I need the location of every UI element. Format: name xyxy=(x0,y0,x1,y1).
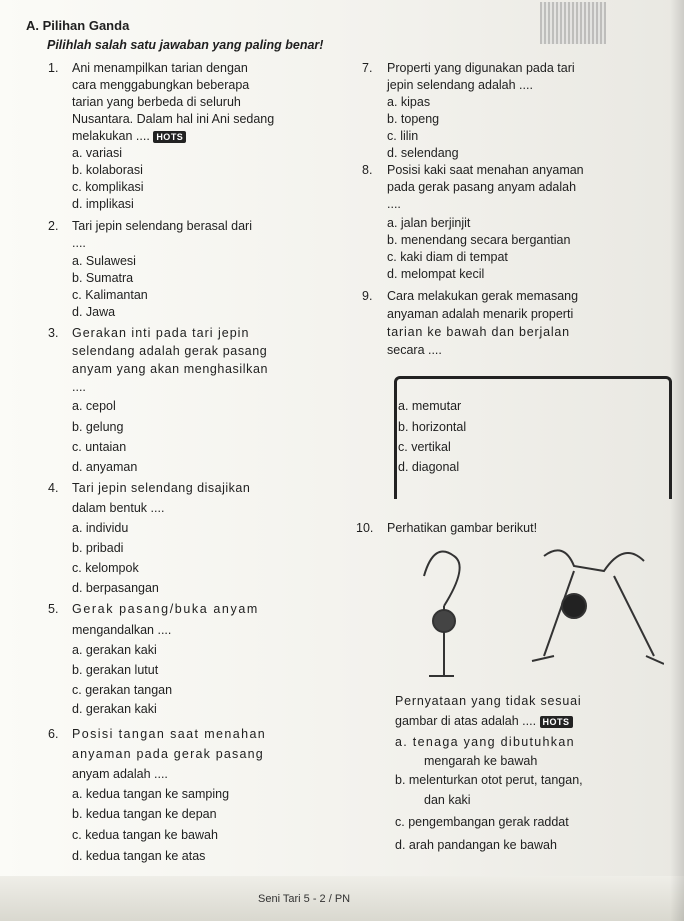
q8-option-c[interactable]: c. kaki diam di tempat xyxy=(387,250,508,264)
q9-line: tarian ke bawah dan berjalan xyxy=(387,325,570,339)
dancer-right xyxy=(532,550,664,664)
q6-option-d[interactable]: d. kedua tangan ke atas xyxy=(72,849,206,863)
section-title: A. Pilihan Ganda xyxy=(26,18,130,33)
q2-number: 2. xyxy=(48,219,59,233)
q4-option-b[interactable]: b. pribadi xyxy=(72,541,124,555)
q7-option-c[interactable]: c. lilin xyxy=(387,129,419,143)
q3-line: Gerakan inti pada tari jepin xyxy=(72,326,250,340)
q5-option-b[interactable]: b. gerakan lutut xyxy=(72,663,159,677)
q9-line: secara .... xyxy=(387,343,442,357)
q9-number: 9. xyxy=(362,289,373,303)
q6-line: anyam adalah .... xyxy=(72,767,168,781)
q9-option-a[interactable]: a. memutar xyxy=(398,399,462,413)
instruction-text: Pilihlah salah satu jawaban yang paling benar! xyxy=(47,38,324,52)
q10-option-d[interactable]: d. arah pandangan ke bawah xyxy=(395,838,557,852)
q1-line: Nusantara. Dalam hal ini Ani sedang xyxy=(72,112,275,126)
q10-number: 10. xyxy=(356,521,374,535)
q8-option-a[interactable]: a. jalan berjinjit xyxy=(387,216,471,230)
q8-line: Posisi kaki saat menahan anyaman xyxy=(387,163,584,177)
q9-option-c[interactable]: c. vertikal xyxy=(398,440,451,454)
q10-option-c[interactable]: c. pengembangan gerak raddat xyxy=(395,815,569,829)
q7-option-a[interactable]: a. kipas xyxy=(387,95,431,109)
q8-number: 8. xyxy=(362,163,373,177)
q5-line: mengandalkan .... xyxy=(72,623,172,637)
q6-option-b[interactable]: b. kedua tangan ke depan xyxy=(72,807,217,821)
q3-number: 3. xyxy=(48,326,59,340)
q1-line: Ani menampilkan tarian dengan xyxy=(72,61,248,75)
q4-line: Tari jepin selendang disajikan xyxy=(72,481,251,495)
q8-line: pada gerak pasang anyam adalah xyxy=(387,180,577,194)
hots-badge: HOTS xyxy=(153,131,186,143)
q5-line: Gerak pasang/buka anyam xyxy=(72,602,259,616)
dancer-figure xyxy=(414,536,664,686)
q6-line: Posisi tangan saat menahan xyxy=(72,727,267,741)
q2-line: .... xyxy=(72,236,86,250)
q9-line: anyaman adalah menarik properti xyxy=(387,307,574,321)
q3-line: anyam yang akan menghasilkan xyxy=(72,362,269,376)
q10-line: Perhatikan gambar berikut! xyxy=(387,521,538,535)
q5-number: 5. xyxy=(48,602,59,616)
q6-option-c[interactable]: c. kedua tangan ke bawah xyxy=(72,828,218,842)
q7-option-d[interactable]: d. selendang xyxy=(387,146,459,160)
q10-option-b[interactable]: b. melenturkan otot perut, tangan, xyxy=(395,773,583,787)
dancer-left xyxy=(424,552,460,677)
q6-number: 6. xyxy=(48,727,59,741)
q3-option-c[interactable]: c. untaian xyxy=(72,440,127,454)
q7-option-b[interactable]: b. topeng xyxy=(387,112,440,126)
q10-option-a-cont: mengarah ke bawah xyxy=(424,754,538,768)
q1-option-a[interactable]: a. variasi xyxy=(72,146,123,160)
q3-line: .... xyxy=(72,380,86,394)
q3-line: selendang adalah gerak pasang xyxy=(72,344,268,358)
q7-number: 7. xyxy=(362,61,373,75)
q8-option-b[interactable]: b. menendang secara bergantian xyxy=(387,233,571,247)
q2-option-d[interactable]: d. Jawa xyxy=(72,305,116,319)
q3-option-a[interactable]: a. cepol xyxy=(72,399,116,413)
q1-option-d[interactable]: d. implikasi xyxy=(72,197,134,211)
q9-line: Cara melakukan gerak memasang xyxy=(387,289,579,303)
footer-text: Seni Tari 5 - 2 / PN xyxy=(258,893,351,905)
decorative-frame xyxy=(394,376,672,499)
q7-line: jepin selendang adalah .... xyxy=(387,78,533,92)
q3-option-d[interactable]: d. anyaman xyxy=(72,460,138,474)
q6-option-a[interactable]: a. kedua tangan ke samping xyxy=(72,787,230,801)
q10-line: gambar di atas adalah .... HOTS xyxy=(395,713,573,730)
q4-option-d[interactable]: d. berpasangan xyxy=(72,581,159,595)
q5-option-a[interactable]: a. gerakan kaki xyxy=(72,643,157,657)
hots-badge: HOTS xyxy=(540,716,573,728)
q2-option-a[interactable]: a. Sulawesi xyxy=(72,254,136,268)
q7-line: Properti yang digunakan pada tari xyxy=(387,61,575,75)
q8-option-d[interactable]: d. melompat kecil xyxy=(387,267,485,281)
q3-option-b[interactable]: b. gelung xyxy=(72,420,124,434)
q1-line: melakukan .... HOTS xyxy=(72,128,186,145)
q1-number: 1. xyxy=(48,61,59,75)
q2-line: Tari jepin selendang berasal dari xyxy=(72,219,252,233)
qr-code-image xyxy=(540,2,606,44)
q10-line: Pernyataan yang tidak sesuai xyxy=(395,694,582,708)
q1-option-c[interactable]: c. komplikasi xyxy=(72,180,144,194)
q8-line: .... xyxy=(387,197,401,211)
q1-line: cara menggabungkan beberapa xyxy=(72,78,250,92)
page-edge-shadow xyxy=(670,0,684,921)
q9-option-d[interactable]: d. diagonal xyxy=(398,460,460,474)
q4-option-c[interactable]: c. kelompok xyxy=(72,561,139,575)
q4-number: 4. xyxy=(48,481,59,495)
q1-line: tarian yang berbeda di seluruh xyxy=(72,95,241,109)
q4-option-a[interactable]: a. individu xyxy=(72,521,129,535)
q5-option-d[interactable]: d. gerakan kaki xyxy=(72,702,157,716)
q9-option-b[interactable]: b. horizontal xyxy=(398,420,467,434)
q6-line: anyaman pada gerak pasang xyxy=(72,747,264,761)
q4-line: dalam bentuk .... xyxy=(72,501,165,515)
q10-option-b-cont: dan kaki xyxy=(424,793,471,807)
q10-option-a[interactable]: a. tenaga yang dibutuhkan xyxy=(395,735,575,749)
q1-option-b[interactable]: b. kolaborasi xyxy=(72,163,143,177)
q2-option-c[interactable]: c. Kalimantan xyxy=(72,288,148,302)
q5-option-c[interactable]: c. gerakan tangan xyxy=(72,683,173,697)
q2-option-b[interactable]: b. Sumatra xyxy=(72,271,134,285)
